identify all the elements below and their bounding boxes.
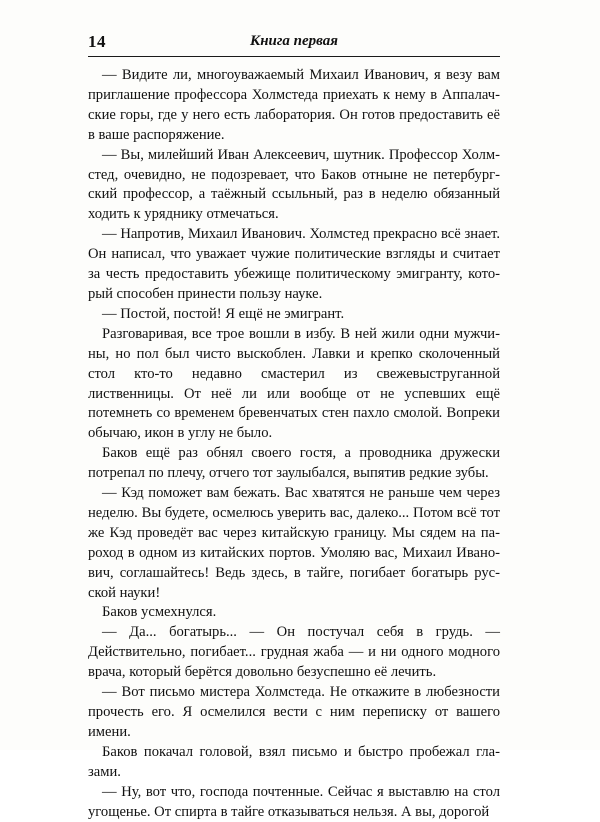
paragraph-3: — Напротив, Михаил Иванович. Холмстед прекрасно всё знает. Он написал, что уважает чужие политические взгляды и считает за честь предоставить убежище политическому эмигранту, который способен принести пользу науке. xyxy=(88,226,500,302)
page-number: 14 xyxy=(88,32,106,51)
paragraph-10: — Вот письмо мистера Холмстеда. Не откажите в любезности прочесть его. Я осмелился вести с ним переписку от вашего имени. xyxy=(88,684,500,740)
paragraph-8: Баков усмехнулся. xyxy=(102,604,217,621)
paragraph-11: Баков покачал головой, взял письмо и быстро пробежал глазами. xyxy=(88,743,500,780)
paragraph-7: — Кэд поможет вам бежать. Вас хватятся не раньше чем через неделю. Вы будете, осмелюсь уверить вас, далеко... Потом всё тот же Кэд проведёт вас через китайскую границу. Мы сядем на пароход в одном из китайских портов. Умоляю вас, Михаил Иванович, соглашайтесь! Ведь здесь, в тайге, погибает богатырь русской науки! xyxy=(88,485,500,601)
body-text xyxy=(88,66,500,822)
running-head: Книга первая xyxy=(250,33,338,49)
paragraph-12: — Ну, вот что, господа почтенные. Сейчас я выставлю на стол угощенье. От спирта в тайге отказываться нельзя. А вы, дорогой xyxy=(88,783,500,820)
paragraph-5: Разговаривая, все трое вошли в избу. В ней жили одни мужчины, но пол был чисто выскоблен. Лавки и крепко сколоченный стол кто-то недавно смастерил из свежевыструганной лиственницы. От неё ли или вообще от не успевших ещё потемнеть со временем бревенчатых стен пахло смолой. Вопреки обычаю, икон в углу не было. xyxy=(88,325,500,442)
paragraph-9: — Да... богатырь... — Он постучал себя в грудь. — Действительно, погибает... грудная жаба — и ни одного модного врача, который берётся довольно безуспешно её лечить. xyxy=(88,624,500,681)
page-header xyxy=(88,30,500,57)
paragraph-2: — Вы, милейший Иван Алексеевич, шутник. Профессор Холмстед, очевидно, не подозревает, что Баков отныне не петербургский профессор, а таёжный ссыльный, раз в неделю обязанный ходить к уряднику отмечаться. xyxy=(88,146,500,223)
paragraph-4: — Постой, постой! Я ещё не эмигрант. xyxy=(102,305,345,322)
paragraph-6: Баков ещё раз обнял своего гостя, а проводника дружески потрепал по плечу, отчего тот заулыбался, выпятив редкие зубы. xyxy=(88,445,500,482)
paragraph-1: — Видите ли, многоуважаемый Михаил Иванович, я везу вам приглашение профессора Холмстеда приехать к нему в Аппалачские горы, где у него есть лаборатория. Он готов предоставить её в ваше распоряжение. xyxy=(88,67,500,143)
